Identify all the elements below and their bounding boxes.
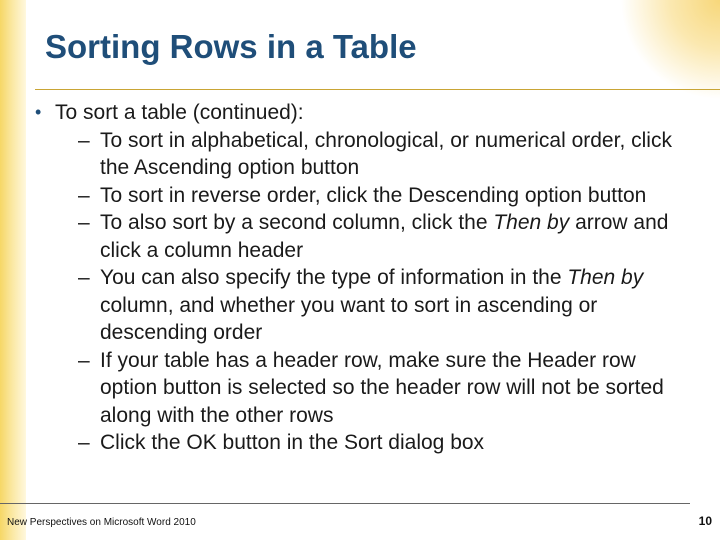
sub-bullet-text: Then by (567, 266, 644, 289)
sub-bullet-item (35, 127, 685, 182)
decorative-corner-glow (620, 0, 720, 100)
dash-bullet-icon: – (78, 128, 90, 152)
main-bullet-text: To sort a table (continued): (55, 101, 304, 124)
sub-bullet-text: To sort in reverse order, click the Descending option button (100, 183, 647, 207)
sub-bullet-item (35, 347, 685, 430)
sub-bullet-text: Click the OK button in the Sort dialog box (100, 431, 485, 454)
bullet-dot-icon: • (35, 102, 42, 122)
sub-bullet-text: arrow and click a column header (100, 211, 669, 262)
sub-bullet-text: You can also specify the type of information in the (100, 266, 568, 289)
sub-bullet-list (35, 127, 685, 457)
dash-bullet-icon: – (78, 348, 90, 372)
main-bullet (35, 99, 685, 127)
sub-bullet-text: To sort in alphabetical, chronological, or numerical order, click the Ascending option button (100, 128, 672, 179)
sub-bullet-item (35, 429, 685, 457)
slide-title: Sorting Rows in a Table (45, 28, 417, 65)
sub-bullet-item (35, 209, 685, 264)
footer-divider (0, 503, 690, 504)
dash-bullet-icon: – (78, 211, 90, 234)
slide-body (35, 99, 685, 457)
decorative-left-band (0, 0, 26, 540)
sub-bullet-text: Then by (493, 211, 570, 234)
dash-bullet-icon: – (78, 183, 90, 207)
sub-bullet-text: To also sort by a second column, click the (100, 211, 494, 234)
page-number: 10 (698, 514, 712, 528)
dash-bullet-icon: – (78, 266, 90, 289)
title-divider (35, 89, 720, 90)
footer-source: New Perspectives on Microsoft Word 2010 (7, 517, 196, 528)
sub-bullet-text: If your table has a header row, make sure the Header row option button is selected so the header row will not be sorted along with the other rows (100, 348, 664, 427)
sub-bullet-text: column, and whether you want to sort in ascending or descending order (100, 293, 598, 344)
dash-bullet-icon: – (78, 431, 90, 454)
sub-bullet-item (35, 264, 685, 347)
sub-bullet-item (35, 182, 685, 210)
